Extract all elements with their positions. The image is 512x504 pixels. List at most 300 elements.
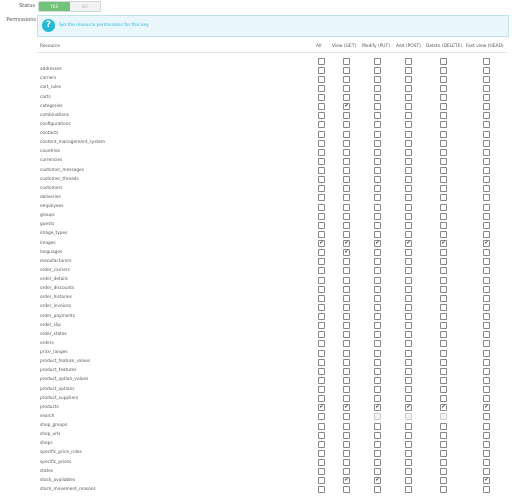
permission-checkbox[interactable] xyxy=(343,194,350,201)
permission-checkbox[interactable] xyxy=(440,277,447,284)
permission-checkbox[interactable] xyxy=(440,158,447,165)
permission-checkbox[interactable] xyxy=(405,304,412,311)
permission-checkbox[interactable]: ✔ xyxy=(484,477,489,484)
permission-checkbox[interactable] xyxy=(374,94,381,101)
permission-checkbox[interactable]: ✔ xyxy=(319,240,324,246)
permission-checkbox[interactable] xyxy=(440,477,447,484)
permission-checkbox[interactable] xyxy=(318,286,325,293)
permission-checkbox[interactable] xyxy=(318,322,325,329)
permission-checkbox[interactable] xyxy=(405,213,412,220)
permission-checkbox[interactable]: ✔ xyxy=(344,477,349,484)
permission-checkbox[interactable]: ✔ xyxy=(406,240,411,246)
permission-checkbox[interactable] xyxy=(440,486,447,493)
permission-checkbox[interactable] xyxy=(343,94,350,101)
permission-checkbox[interactable] xyxy=(374,267,381,274)
permission-checkbox[interactable] xyxy=(318,395,325,402)
permission-checkbox[interactable] xyxy=(343,450,350,457)
permission-checkbox[interactable] xyxy=(318,432,325,439)
permission-checkbox[interactable] xyxy=(483,286,490,293)
permission-checkbox[interactable] xyxy=(483,94,490,101)
permission-checkbox[interactable]: ✔ xyxy=(484,240,489,246)
permission-checkbox[interactable] xyxy=(318,413,325,420)
permission-checkbox[interactable] xyxy=(483,459,490,466)
permission-checkbox[interactable] xyxy=(483,277,490,284)
permission-checkbox[interactable] xyxy=(440,131,447,138)
permission-checkbox[interactable] xyxy=(374,185,381,192)
permission-checkbox[interactable] xyxy=(343,413,350,420)
permission-checkbox[interactable] xyxy=(440,249,447,256)
permission-checkbox[interactable] xyxy=(343,286,350,293)
permission-checkbox[interactable] xyxy=(483,313,490,320)
permission-checkbox[interactable] xyxy=(343,222,350,229)
permission-checkbox[interactable] xyxy=(440,459,447,466)
permission-checkbox[interactable] xyxy=(483,340,490,347)
permission-checkboxes xyxy=(302,458,507,467)
permission-checkbox[interactable] xyxy=(318,231,325,238)
permission-checkbox[interactable] xyxy=(343,167,350,174)
status-yes-option[interactable]: YES xyxy=(39,2,70,11)
permission-checkbox[interactable] xyxy=(483,468,490,475)
permission-checkbox[interactable] xyxy=(483,368,490,375)
permission-checkbox[interactable] xyxy=(318,477,325,484)
permission-checkbox[interactable] xyxy=(405,67,412,74)
permission-checkbox[interactable] xyxy=(343,441,350,448)
permission-checkbox[interactable] xyxy=(440,468,447,475)
permission-checkbox[interactable] xyxy=(374,331,381,338)
permission-checkbox[interactable] xyxy=(483,432,490,439)
permission-checkbox[interactable] xyxy=(440,331,447,338)
permission-checkbox[interactable] xyxy=(483,158,490,165)
permission-checkbox[interactable]: ✔ xyxy=(344,103,349,110)
permission-checkbox[interactable] xyxy=(343,386,350,393)
permission-checkbox[interactable] xyxy=(318,249,325,256)
permission-checkbox[interactable] xyxy=(440,368,447,375)
permission-checkbox[interactable] xyxy=(343,277,350,284)
permission-checkbox[interactable] xyxy=(318,368,325,375)
permission-checkbox[interactable] xyxy=(343,468,350,475)
permission-checkbox[interactable] xyxy=(374,213,381,220)
permission-checkbox[interactable] xyxy=(374,486,381,493)
permission-checkbox[interactable] xyxy=(374,167,381,174)
permission-checkbox[interactable] xyxy=(374,140,381,147)
permission-checkbox[interactable] xyxy=(318,423,325,430)
permission-checkbox[interactable] xyxy=(318,267,325,274)
permission-checkbox[interactable] xyxy=(318,103,325,110)
permission-checkbox[interactable] xyxy=(440,340,447,347)
permission-checkbox[interactable] xyxy=(483,140,490,147)
permission-checkbox[interactable] xyxy=(483,386,490,393)
permission-checkbox[interactable] xyxy=(405,313,412,320)
permission-checkbox[interactable] xyxy=(318,295,325,302)
permission-checkbox[interactable] xyxy=(318,112,325,119)
permission-checkbox[interactable] xyxy=(440,103,447,110)
permission-checkbox[interactable] xyxy=(318,67,325,74)
permission-checkbox[interactable] xyxy=(483,131,490,138)
permission-checkbox[interactable] xyxy=(374,304,381,311)
permission-checkbox[interactable] xyxy=(343,231,350,238)
permission-checkbox[interactable] xyxy=(405,222,412,229)
permission-checkbox[interactable] xyxy=(374,149,381,156)
permission-checkbox[interactable] xyxy=(374,112,381,119)
permission-checkbox[interactable]: ✔ xyxy=(484,404,489,411)
permission-checkbox[interactable]: ✔ xyxy=(441,240,446,246)
permission-checkbox[interactable] xyxy=(483,121,490,128)
permission-checkbox[interactable] xyxy=(483,377,490,384)
permission-checkbox[interactable] xyxy=(405,459,412,466)
table-row xyxy=(37,458,507,467)
table-row xyxy=(37,302,507,311)
permission-checkbox[interactable] xyxy=(405,468,412,475)
permission-checkbox[interactable] xyxy=(483,67,490,74)
permission-checkbox[interactable] xyxy=(405,331,412,338)
permission-checkbox[interactable] xyxy=(374,322,381,329)
permission-checkbox[interactable] xyxy=(483,149,490,156)
permission-checkbox[interactable] xyxy=(343,213,350,220)
permission-checkbox[interactable] xyxy=(318,350,325,357)
permission-checkbox[interactable] xyxy=(440,432,447,439)
permission-checkbox[interactable] xyxy=(374,76,381,83)
permission-checkbox[interactable] xyxy=(440,204,447,211)
permission-checkbox[interactable] xyxy=(318,85,325,92)
permission-checkbox[interactable] xyxy=(343,267,350,274)
permission-checkbox[interactable] xyxy=(343,258,350,265)
permission-checkbox[interactable] xyxy=(440,67,447,74)
permission-checkbox[interactable] xyxy=(405,377,412,384)
permission-checkbox[interactable] xyxy=(405,185,412,192)
permission-checkbox[interactable] xyxy=(483,350,490,357)
permission-checkbox[interactable] xyxy=(343,377,350,384)
permission-checkbox[interactable] xyxy=(318,194,325,201)
permission-checkbox[interactable] xyxy=(483,103,490,110)
permission-checkbox[interactable] xyxy=(483,76,490,83)
permission-checkbox[interactable] xyxy=(343,423,350,430)
permission-checkbox[interactable] xyxy=(318,167,325,174)
permission-checkbox[interactable] xyxy=(440,94,447,101)
permission-checkbox[interactable] xyxy=(318,158,325,165)
permission-checkbox[interactable] xyxy=(440,423,447,430)
permission-checkbox[interactable] xyxy=(318,204,325,211)
permission-checkbox[interactable] xyxy=(483,322,490,329)
permission-checkbox[interactable] xyxy=(405,432,412,439)
status-toggle[interactable] xyxy=(38,1,101,12)
permission-checkbox[interactable] xyxy=(440,295,447,302)
permission-checkbox[interactable] xyxy=(318,176,325,183)
permission-checkbox[interactable] xyxy=(440,140,447,147)
permission-checkbox[interactable] xyxy=(440,441,447,448)
permission-checkbox[interactable] xyxy=(483,441,490,448)
permission-checkbox[interactable] xyxy=(374,158,381,165)
permission-checkbox[interactable] xyxy=(405,85,412,92)
permission-checkbox[interactable] xyxy=(374,441,381,448)
permission-checkbox[interactable] xyxy=(343,158,350,165)
permission-checkbox[interactable] xyxy=(374,176,381,183)
permission-checkbox[interactable] xyxy=(343,331,350,338)
permission-checkbox[interactable] xyxy=(405,286,412,293)
permission-checkbox[interactable] xyxy=(405,204,412,211)
permission-checkbox[interactable] xyxy=(374,432,381,439)
permission-checkbox[interactable] xyxy=(374,368,381,375)
permission-checkbox[interactable] xyxy=(440,222,447,229)
permission-checkbox[interactable] xyxy=(483,85,490,92)
permission-checkbox[interactable] xyxy=(405,121,412,128)
permission-checkbox[interactable] xyxy=(405,158,412,165)
permission-checkbox[interactable] xyxy=(318,340,325,347)
permission-checkbox[interactable] xyxy=(374,468,381,475)
permission-checkbox[interactable] xyxy=(483,204,490,211)
permission-checkbox[interactable] xyxy=(483,231,490,238)
resource-name: shop_groups xyxy=(40,423,68,429)
permission-checkbox[interactable] xyxy=(440,350,447,357)
permission-checkbox[interactable] xyxy=(374,340,381,347)
permission-checkbox[interactable] xyxy=(405,103,412,110)
permission-checkbox[interactable] xyxy=(440,185,447,192)
permission-checkbox[interactable] xyxy=(483,258,490,265)
permission-checkbox[interactable] xyxy=(440,304,447,311)
permission-checkbox[interactable] xyxy=(343,432,350,439)
permission-checkbox[interactable] xyxy=(343,340,350,347)
permission-checkbox[interactable] xyxy=(405,194,412,201)
permission-checkbox[interactable] xyxy=(318,331,325,338)
permission-checkboxes xyxy=(302,321,507,330)
permission-checkbox[interactable] xyxy=(440,377,447,384)
permission-checkboxes xyxy=(302,302,507,311)
permission-checkbox[interactable] xyxy=(405,176,412,183)
permission-checkbox[interactable] xyxy=(405,386,412,393)
table-row xyxy=(37,129,507,138)
permission-checkbox[interactable] xyxy=(343,204,350,211)
permission-checkbox[interactable] xyxy=(318,359,325,366)
permission-checkbox[interactable] xyxy=(405,167,412,174)
permission-checkbox[interactable] xyxy=(318,58,325,65)
permission-checkbox[interactable] xyxy=(405,340,412,347)
permission-checkbox[interactable] xyxy=(405,423,412,430)
permission-checkbox[interactable] xyxy=(405,477,412,484)
permission-checkbox[interactable] xyxy=(483,267,490,274)
permission-checkbox[interactable] xyxy=(405,267,412,274)
permission-checkbox[interactable] xyxy=(483,222,490,229)
permission-checkbox[interactable] xyxy=(343,350,350,357)
permission-checkbox[interactable] xyxy=(343,121,350,128)
permission-checkbox[interactable] xyxy=(483,359,490,366)
permission-checkbox[interactable] xyxy=(405,277,412,284)
permission-checkbox[interactable]: ✔ xyxy=(319,404,324,411)
permission-checkbox[interactable] xyxy=(318,121,325,128)
permission-checkbox[interactable]: ✔ xyxy=(344,249,349,256)
permission-checkbox[interactable] xyxy=(405,140,412,147)
permission-checkbox[interactable] xyxy=(440,112,447,119)
permission-checkbox[interactable] xyxy=(483,213,490,220)
permission-checkbox[interactable] xyxy=(343,76,350,83)
permission-checkbox[interactable] xyxy=(440,58,447,65)
permission-checkbox[interactable]: ✔ xyxy=(441,404,446,411)
permission-checkbox[interactable] xyxy=(440,167,447,174)
permission-checkbox[interactable] xyxy=(318,450,325,457)
permission-checkbox[interactable] xyxy=(374,459,381,466)
permission-checkbox[interactable] xyxy=(374,85,381,92)
permission-checkbox[interactable] xyxy=(440,76,447,83)
permission-checkbox[interactable] xyxy=(318,441,325,448)
permission-checkbox[interactable] xyxy=(405,76,412,83)
permission-checkbox[interactable] xyxy=(374,359,381,366)
permission-checkbox[interactable] xyxy=(440,213,447,220)
permission-checkbox[interactable] xyxy=(318,377,325,384)
permission-checkbox[interactable] xyxy=(318,94,325,101)
table-row xyxy=(37,74,507,83)
permission-checkbox[interactable] xyxy=(318,76,325,83)
permission-checkbox[interactable] xyxy=(405,258,412,265)
resource-name: customer_messages xyxy=(40,167,84,173)
permission-checkbox[interactable] xyxy=(318,313,325,320)
permission-checkbox[interactable] xyxy=(440,258,447,265)
permission-checkbox[interactable] xyxy=(343,395,350,402)
permission-checkbox[interactable] xyxy=(343,176,350,183)
permission-checkbox[interactable] xyxy=(374,258,381,265)
permission-checkbox[interactable] xyxy=(318,468,325,475)
permission-checkbox[interactable] xyxy=(374,395,381,402)
permission-checkbox xyxy=(440,413,447,420)
permission-checkbox[interactable] xyxy=(318,459,325,466)
permission-checkbox[interactable] xyxy=(343,112,350,119)
permission-checkbox[interactable] xyxy=(440,286,447,293)
permission-checkbox[interactable] xyxy=(318,486,325,493)
permission-checkbox[interactable] xyxy=(483,112,490,119)
table-row xyxy=(37,248,507,257)
permission-checkbox[interactable] xyxy=(374,222,381,229)
permission-checkbox[interactable] xyxy=(440,194,447,201)
permission-checkbox[interactable] xyxy=(374,377,381,384)
permission-checkbox[interactable] xyxy=(318,386,325,393)
permission-checkbox[interactable] xyxy=(483,395,490,402)
permission-checkbox[interactable] xyxy=(343,459,350,466)
permission-checkbox[interactable] xyxy=(405,486,412,493)
permission-checkbox[interactable] xyxy=(374,67,381,74)
permission-checkbox[interactable] xyxy=(343,313,350,320)
permission-checkbox[interactable]: ✔ xyxy=(375,240,380,246)
permission-checkbox[interactable] xyxy=(318,213,325,220)
permission-checkboxes xyxy=(302,357,507,366)
permission-checkbox[interactable] xyxy=(405,350,412,357)
permission-checkbox[interactable] xyxy=(374,423,381,430)
permission-checkbox[interactable] xyxy=(483,423,490,430)
status-no-option[interactable]: NO xyxy=(70,2,101,11)
permission-checkbox[interactable] xyxy=(343,304,350,311)
permission-checkbox[interactable] xyxy=(374,204,381,211)
permission-checkbox[interactable] xyxy=(405,131,412,138)
permission-checkbox[interactable] xyxy=(483,304,490,311)
permission-checkbox[interactable] xyxy=(405,94,412,101)
permission-checkbox[interactable] xyxy=(343,185,350,192)
permission-checkbox[interactable] xyxy=(374,450,381,457)
permission-checkbox[interactable] xyxy=(405,249,412,256)
permission-checkbox[interactable] xyxy=(440,85,447,92)
permission-checkbox[interactable] xyxy=(318,131,325,138)
permission-checkbox[interactable] xyxy=(440,149,447,156)
permission-checkbox[interactable]: ✔ xyxy=(406,404,411,411)
permission-checkbox[interactable] xyxy=(440,313,447,320)
permission-checkbox[interactable] xyxy=(318,277,325,284)
permission-checkbox[interactable] xyxy=(440,322,447,329)
permission-checkbox[interactable] xyxy=(483,413,490,420)
permission-checkbox[interactable] xyxy=(483,331,490,338)
permission-checkbox[interactable] xyxy=(343,486,350,493)
permission-checkbox[interactable] xyxy=(343,85,350,92)
permission-checkbox[interactable] xyxy=(343,58,350,65)
permission-checkbox[interactable] xyxy=(374,295,381,302)
permission-checkbox[interactable]: ✔ xyxy=(344,404,349,411)
permission-checkbox[interactable] xyxy=(405,112,412,119)
permission-checkbox[interactable] xyxy=(405,368,412,375)
permission-checkbox[interactable] xyxy=(405,149,412,156)
permission-checkbox[interactable] xyxy=(374,131,381,138)
permission-checkbox[interactable] xyxy=(318,222,325,229)
permission-checkbox[interactable] xyxy=(374,386,381,393)
permission-checkbox[interactable] xyxy=(405,58,412,65)
permission-checkbox[interactable] xyxy=(440,176,447,183)
permission-checkbox[interactable]: ✔ xyxy=(375,477,380,484)
permission-checkbox[interactable] xyxy=(343,149,350,156)
permission-checkbox[interactable] xyxy=(318,149,325,156)
permission-checkbox[interactable] xyxy=(405,450,412,457)
permission-checkbox[interactable] xyxy=(374,103,381,110)
permission-checkbox[interactable] xyxy=(374,231,381,238)
permission-checkbox[interactable] xyxy=(343,359,350,366)
permission-checkbox[interactable] xyxy=(374,277,381,284)
permission-checkbox[interactable] xyxy=(318,140,325,147)
permission-checkbox[interactable] xyxy=(440,121,447,128)
permission-checkbox[interactable] xyxy=(440,267,447,274)
permission-checkbox[interactable] xyxy=(343,131,350,138)
permission-checkbox[interactable] xyxy=(374,194,381,201)
permission-checkbox[interactable] xyxy=(483,194,490,201)
permission-checkbox[interactable] xyxy=(440,395,447,402)
permission-checkbox[interactable] xyxy=(440,450,447,457)
permission-checkbox[interactable] xyxy=(483,58,490,65)
permission-checkbox[interactable] xyxy=(374,58,381,65)
permission-checkbox[interactable]: ✔ xyxy=(344,240,349,246)
permission-checkbox[interactable] xyxy=(405,322,412,329)
permission-checkbox[interactable] xyxy=(440,359,447,366)
permission-checkbox[interactable] xyxy=(374,121,381,128)
permission-checkbox[interactable] xyxy=(440,231,447,238)
permission-checkbox[interactable]: ✔ xyxy=(375,404,380,411)
permission-checkbox[interactable] xyxy=(343,140,350,147)
permission-checkbox[interactable] xyxy=(405,359,412,366)
permission-checkbox[interactable] xyxy=(405,295,412,302)
permission-checkbox[interactable] xyxy=(405,231,412,238)
permission-checkbox[interactable] xyxy=(318,258,325,265)
permission-checkbox[interactable] xyxy=(343,322,350,329)
permission-checkbox[interactable] xyxy=(483,167,490,174)
permission-checkbox[interactable] xyxy=(374,350,381,357)
permission-checkbox[interactable] xyxy=(483,450,490,457)
permission-checkbox[interactable] xyxy=(374,249,381,256)
permission-checkbox[interactable] xyxy=(343,295,350,302)
permission-checkbox[interactable] xyxy=(440,386,447,393)
permission-checkbox[interactable] xyxy=(374,286,381,293)
permission-checkbox[interactable] xyxy=(318,185,325,192)
permission-checkbox[interactable] xyxy=(318,304,325,311)
permission-checkbox[interactable] xyxy=(483,176,490,183)
permission-checkbox[interactable] xyxy=(343,368,350,375)
permission-checkbox[interactable] xyxy=(343,67,350,74)
permission-checkbox[interactable] xyxy=(374,313,381,320)
permission-checkbox[interactable] xyxy=(483,185,490,192)
permission-checkbox[interactable] xyxy=(483,295,490,302)
permission-checkbox[interactable] xyxy=(405,441,412,448)
permission-checkbox[interactable] xyxy=(483,486,490,493)
permission-checkbox[interactable] xyxy=(405,395,412,402)
permission-checkbox[interactable] xyxy=(483,249,490,256)
